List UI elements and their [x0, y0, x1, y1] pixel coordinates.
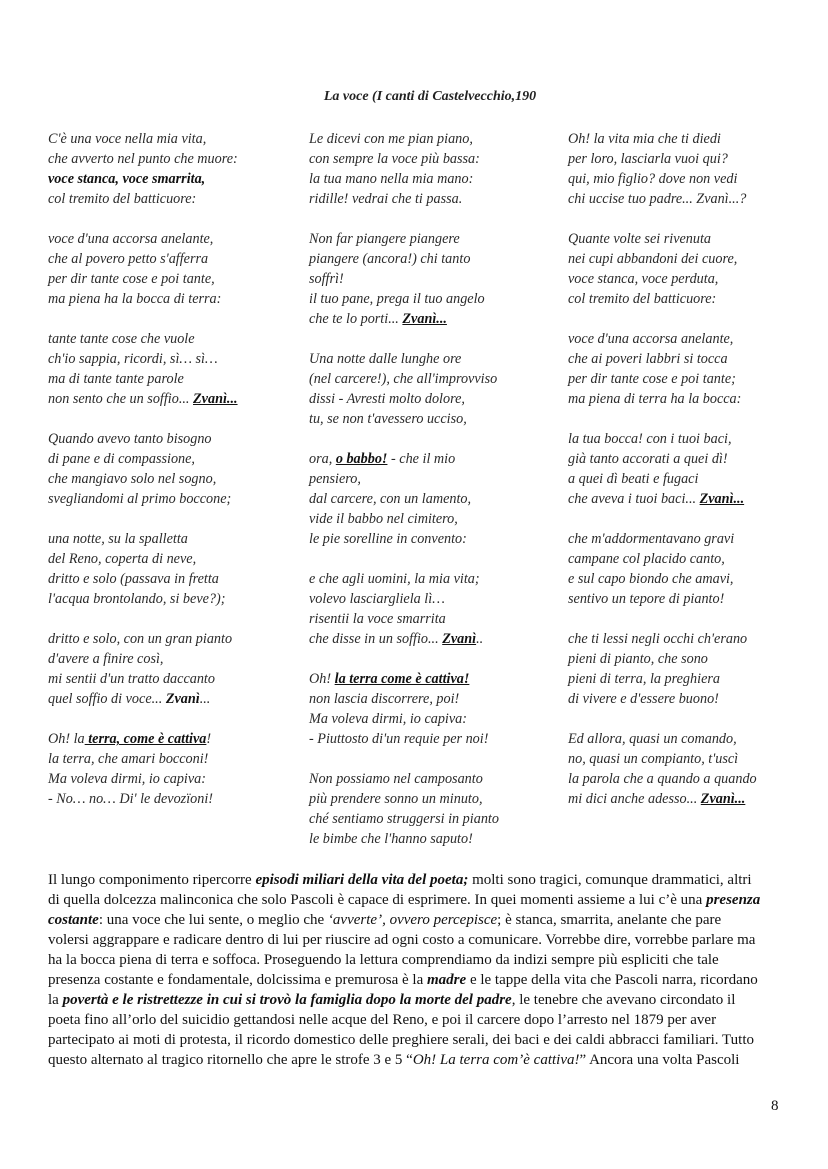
text-run: d'avere a finire così, — [48, 651, 164, 667]
text-run: ora, — [309, 451, 336, 467]
text-run: Non possiamo nel camposanto — [309, 771, 483, 787]
paragraph-line — [48, 950, 788, 970]
text-run: Ma voleva dirmi, io capiva: — [48, 771, 206, 787]
text-run: che disse in un soffio... — [309, 631, 443, 647]
verse-line — [48, 549, 238, 569]
paragraph-line — [48, 1030, 788, 1050]
text-run: il tuo pane, prega il tuo angelo — [309, 291, 485, 307]
text-run: campane col placido canto, — [568, 551, 725, 567]
poem-column-3 — [568, 129, 757, 809]
stanza-break — [309, 649, 499, 669]
verse-line — [309, 529, 499, 549]
text-run: ma piena di terra ha la bocca: — [568, 391, 742, 407]
paragraph-line — [48, 890, 788, 910]
text-run: - che il mio — [387, 451, 456, 467]
emphasized-text: o babbo! — [335, 451, 388, 467]
text-run: col tremito del batticuore: — [568, 291, 717, 307]
verse-line — [309, 489, 499, 509]
verse-line — [309, 369, 499, 389]
emphasized-text: episodi miliari della vita del poeta; — [255, 872, 469, 888]
verse-line — [568, 249, 757, 269]
paragraph-line — [48, 990, 788, 1010]
verse-line — [568, 649, 757, 669]
verse-line — [48, 469, 238, 489]
text-run: piangere (ancora!) chi tanto — [309, 251, 471, 267]
paragraph-line — [48, 930, 788, 950]
verse-line — [309, 189, 499, 209]
text-run: sentivo un tepore di pianto! — [568, 591, 725, 607]
text-run: più prendere sonno un minuto, — [309, 791, 483, 807]
verse-line — [309, 249, 499, 269]
stanza-break — [568, 609, 757, 629]
verse-line — [48, 749, 238, 769]
text-run: le bimbe che l'hanno saputo! — [309, 831, 473, 847]
stanza-break — [48, 609, 238, 629]
verse-line — [568, 129, 757, 149]
verse-line — [48, 169, 238, 189]
text-run: svegliandomi al primo boccone; — [48, 491, 232, 507]
text-run: .. — [476, 631, 484, 647]
text-run: Le dicevi con me pian piano, — [309, 131, 473, 147]
verse-line — [309, 389, 499, 409]
text-run: che ti lessi negli occhi ch'erano — [568, 631, 748, 647]
text-run: quel soffio di voce... — [48, 691, 166, 707]
emphasized-text: Zvanì... — [700, 791, 746, 807]
verse-line — [309, 269, 499, 289]
text-run: ‘avverte’, ovvero percepisce — [327, 912, 498, 928]
text-run: voce stanca, voce perduta, — [568, 271, 719, 287]
poem-column-1 — [48, 129, 238, 809]
text-run: pieni di terra, la preghiera — [568, 671, 720, 687]
text-run: - No… no… Di' le devozïoni! — [48, 791, 213, 807]
text-run: con sempre la voce più bassa: — [309, 151, 480, 167]
text-run: ridille! vedrai che ti passa. — [309, 191, 463, 207]
text-run: vide il babbo nel cimitero, — [309, 511, 458, 527]
text-run: Una notte dalle lunghe ore — [309, 351, 462, 367]
stanza-break — [48, 409, 238, 429]
verse-line — [568, 689, 757, 709]
text-run: volersi aggrappare e radicare dentro di lui per riuscire ad ogni costo a comunicare. Vorrebbe dire, vorrebbe parlare ma — [48, 932, 756, 948]
verse-line — [309, 809, 499, 829]
verse-line — [309, 309, 499, 329]
text-run: ché sentiamo struggersi in pianto — [309, 811, 499, 827]
verse-line — [568, 589, 757, 609]
emphasized-text: la terra come è cattiva! — [334, 671, 470, 687]
verse-line — [568, 429, 757, 449]
verse-line — [48, 329, 238, 349]
text-run: risentii la voce smarrita — [309, 611, 446, 627]
text-run: che te lo porti... — [309, 311, 403, 327]
verse-line — [309, 769, 499, 789]
verse-line — [568, 189, 757, 209]
commentary-paragraph — [48, 870, 788, 1070]
emphasized-text: voce stanca, voce smarrita, — [48, 171, 206, 187]
verse-line — [309, 829, 499, 849]
text-run: pensiero, — [309, 471, 361, 487]
text-run: per loro, lasciarla vuoi qui? — [568, 151, 728, 167]
text-run: e le tappe della vita che Pascoli narra, ricordano — [466, 972, 758, 988]
verse-line — [48, 429, 238, 449]
text-run: che al povero petto s'afferra — [48, 251, 209, 267]
text-run: soffrì! — [309, 271, 344, 287]
text-run: voce d'una accorsa anelante, — [48, 231, 214, 247]
verse-line — [48, 589, 238, 609]
text-run: di pane e di compassione, — [48, 451, 195, 467]
text-run: pieni di pianto, che sono — [568, 651, 708, 667]
emphasized-text: Zvanì — [165, 691, 200, 707]
page-number: 8 — [771, 1098, 779, 1114]
text-run: nei cupi abbandoni dei cuore, — [568, 251, 738, 267]
text-run: (nel carcere!), che all'improvviso — [309, 371, 498, 387]
text-run: mi dici anche adesso... — [568, 791, 701, 807]
text-run: Non far piangere piangere — [309, 231, 460, 247]
text-run: del Reno, coperta di neve, — [48, 551, 197, 567]
text-run: già tanto accorati a quei dì! — [568, 451, 728, 467]
verse-line — [48, 149, 238, 169]
verse-line — [309, 169, 499, 189]
verse-line — [48, 649, 238, 669]
verse-line — [48, 629, 238, 649]
text-run: dritto e solo (passava in fretta — [48, 571, 219, 587]
verse-line — [309, 469, 499, 489]
verse-line — [309, 509, 499, 529]
text-run: ... — [199, 691, 211, 707]
text-run: ” Ancora una volta Pascoli — [579, 1052, 740, 1068]
text-run: di vivere e d'essere buono! — [568, 691, 719, 707]
verse-line — [48, 569, 238, 589]
verse-line — [568, 489, 757, 509]
verse-line — [309, 449, 499, 469]
paragraph-line — [48, 1010, 788, 1030]
verse-line — [309, 629, 499, 649]
text-run: tu, se non t'avessero ucciso, — [309, 411, 467, 427]
verse-line — [48, 529, 238, 549]
stanza-break — [48, 509, 238, 529]
verse-line — [568, 769, 757, 789]
text-run: Quando avevo tanto bisogno — [48, 431, 212, 447]
verse-line — [568, 389, 757, 409]
text-run: la parola che a quando a quando — [568, 771, 757, 787]
text-run: le pie sorelline in convento: — [309, 531, 467, 547]
text-run: molti sono tragici, comunque drammatici, altri — [468, 872, 752, 888]
verse-line — [48, 189, 238, 209]
text-run: Oh! La terra com’è cattiva! — [412, 1052, 580, 1068]
text-run: a quei dì beati e fugaci — [568, 471, 699, 487]
verse-line — [309, 409, 499, 429]
verse-line — [568, 289, 757, 309]
text-run: che aveva i tuoi baci... — [568, 491, 700, 507]
text-run: e che agli uomini, la mia vita; — [309, 571, 480, 587]
text-run: : una voce che lui sente, o meglio che — [98, 912, 328, 928]
text-run: tante tante cose che vuole — [48, 331, 195, 347]
verse-line — [568, 629, 757, 649]
text-run: qui, mio figlio? dove non vedi — [568, 171, 738, 187]
verse-line — [48, 489, 238, 509]
text-run: ha la bocca piena di terra e soffoca. Proseguendo la lettura comprendiamo da indizi sempre più espliciti che tale — [48, 952, 719, 968]
text-run: la terra, che amari bocconi! — [48, 751, 209, 767]
verse-line — [309, 289, 499, 309]
verse-line — [48, 249, 238, 269]
emphasized-text: Zvanì... — [193, 391, 238, 407]
text-run: chi uccise tuo padre... Zvanì...? — [568, 191, 747, 207]
verse-line — [568, 529, 757, 549]
stanza-break — [309, 749, 499, 769]
verse-line — [309, 689, 499, 709]
verse-line — [48, 769, 238, 789]
stanza-break — [568, 309, 757, 329]
text-run: - Piuttosto di'un requie per noi! — [309, 731, 489, 747]
stanza-break — [309, 209, 499, 229]
paragraph-line — [48, 970, 788, 990]
verse-line — [309, 569, 499, 589]
verse-line — [309, 709, 499, 729]
stanza-break — [568, 209, 757, 229]
verse-line — [48, 369, 238, 389]
text-run: per dir tante cose e poi tante; — [568, 371, 736, 387]
text-run: voce d'una accorsa anelante, — [568, 331, 734, 347]
emphasized-text: povertà e le ristrettezze in cui si trovò la famiglia dopo la morte del padre — [62, 992, 512, 1008]
emphasized-text: Zvanì... — [402, 311, 447, 327]
stanza-break — [48, 209, 238, 229]
text-run: di quella dolcezza malinconica che solo Pascoli è capace di esprimere. In quei momenti assieme a lui c’è una — [48, 892, 707, 908]
verse-line — [568, 269, 757, 289]
text-run: volevo lasciargliela lì… — [309, 591, 445, 607]
verse-line — [48, 729, 238, 749]
verse-line — [48, 449, 238, 469]
text-run: dal carcere, con un lamento, — [309, 491, 472, 507]
stanza-break — [568, 409, 757, 429]
verse-line — [48, 129, 238, 149]
verse-line — [48, 269, 238, 289]
verse-line — [48, 789, 238, 809]
verse-line — [568, 469, 757, 489]
text-run: Quante volte sei rivenuta — [568, 231, 712, 247]
verse-line — [568, 329, 757, 349]
text-run: Oh! la — [48, 731, 85, 747]
verse-line — [309, 609, 499, 629]
verse-line — [309, 589, 499, 609]
stanza-break — [309, 429, 499, 449]
text-run: ma piena ha la bocca di terra: — [48, 291, 222, 307]
paragraph-line — [48, 1050, 788, 1070]
text-run: che m'addormentavano gravi — [568, 531, 735, 547]
stanza-break — [309, 549, 499, 569]
paragraph-line — [48, 910, 788, 930]
text-run: mi sentii d'un tratto daccanto — [48, 671, 215, 687]
text-run: ! — [206, 731, 212, 747]
verse-line — [309, 229, 499, 249]
emphasized-text: Zvanì... — [699, 491, 745, 507]
verse-line — [568, 569, 757, 589]
text-run: la — [48, 992, 63, 1008]
text-run: presenza costante e fondamentale, dolcissima e premurosa è la — [48, 972, 428, 988]
text-run: Ma voleva dirmi, io capiva: — [309, 711, 467, 727]
verse-line — [48, 289, 238, 309]
verse-line — [48, 689, 238, 709]
verse-line — [568, 229, 757, 249]
text-run: partecipato ai moti di protesta, il ricordo domestico delle preghiere serali, dei baci e dei caldi abbracci familiari. Tutto — [48, 1032, 755, 1048]
verse-line — [48, 229, 238, 249]
text-run: Oh! la vita mia che ti diedi — [568, 131, 721, 147]
stanza-break — [568, 509, 757, 529]
emphasized-text: Zvanì — [442, 631, 477, 647]
verse-line — [309, 149, 499, 169]
text-run: Ed allora, quasi un comando, — [568, 731, 737, 747]
text-run: che avverto nel punto che muore: — [48, 151, 238, 167]
verse-line — [48, 389, 238, 409]
verse-line — [568, 169, 757, 189]
verse-line — [568, 789, 757, 809]
verse-line — [48, 349, 238, 369]
verse-line — [309, 729, 499, 749]
text-run: Oh! — [309, 671, 335, 687]
text-run: Il lungo componimento ripercorre — [48, 872, 256, 888]
text-run: ch'io sappia, ricordi, sì… sì… — [48, 351, 218, 367]
text-run: C'è una voce nella mia vita, — [48, 131, 207, 147]
emphasized-text: presenza — [706, 892, 761, 908]
paragraph-line — [48, 870, 788, 890]
text-run: l'acqua brontolando, si beve?); — [48, 591, 226, 607]
poem-column-2 — [309, 129, 499, 849]
text-run: no, quasi un compianto, t'uscì — [568, 751, 739, 767]
verse-line — [309, 669, 499, 689]
text-run: che mangiavo solo nel sogno, — [48, 471, 217, 487]
text-run: la tua bocca! con i tuoi baci, — [568, 431, 732, 447]
verse-line — [309, 789, 499, 809]
text-run: ; è stanca, smarrita, anelante che pare — [497, 912, 722, 928]
text-run: non lascia discorrere, poi! — [309, 691, 460, 707]
poem-title: La voce (I canti di Castelvecchio,190 — [323, 89, 537, 104]
stanza-break — [309, 329, 499, 349]
verse-line — [568, 349, 757, 369]
stanza-break — [48, 709, 238, 729]
emphasized-text: costante — [48, 912, 99, 928]
text-run: , le tenebre che avevano circondato il — [511, 992, 736, 1008]
text-run: dritto e solo, con un gran pianto — [48, 631, 233, 647]
stanza-break — [48, 309, 238, 329]
verse-line — [568, 369, 757, 389]
verse-line — [309, 349, 499, 369]
verse-line — [568, 549, 757, 569]
text-run: per dir tante cose e poi tante, — [48, 271, 215, 287]
text-run: dissi - Avresti molto dolore, — [309, 391, 465, 407]
verse-line — [568, 729, 757, 749]
text-run: questo alternato al tragico ritornello che apre le strofe 3 e 5 “ — [48, 1052, 413, 1068]
verse-line — [568, 669, 757, 689]
text-run: che ai poveri labbri si tocca — [568, 351, 728, 367]
stanza-break — [568, 709, 757, 729]
text-run: non sento che un soffio... — [48, 391, 194, 407]
text-run: ma di tante tante parole — [48, 371, 184, 387]
verse-line — [568, 149, 757, 169]
text-run: poeta fino all’orlo del suicidio gettandosi nelle acque del Reno, e poi il carcere dopo l’arresto nel 1879 per aver — [48, 1012, 717, 1028]
verse-line — [568, 449, 757, 469]
verse-line — [309, 129, 499, 149]
text-run: una notte, su la spalletta — [48, 531, 188, 547]
text-run: la tua mano nella mia mano: — [309, 171, 474, 187]
text-run: e sul capo biondo che amavi, — [568, 571, 734, 587]
verse-line — [568, 749, 757, 769]
emphasized-text: madre — [427, 972, 467, 988]
verse-line — [48, 669, 238, 689]
text-run: col tremito del batticuore: — [48, 191, 197, 207]
emphasized-text: terra, come è cattiva — [84, 731, 207, 747]
